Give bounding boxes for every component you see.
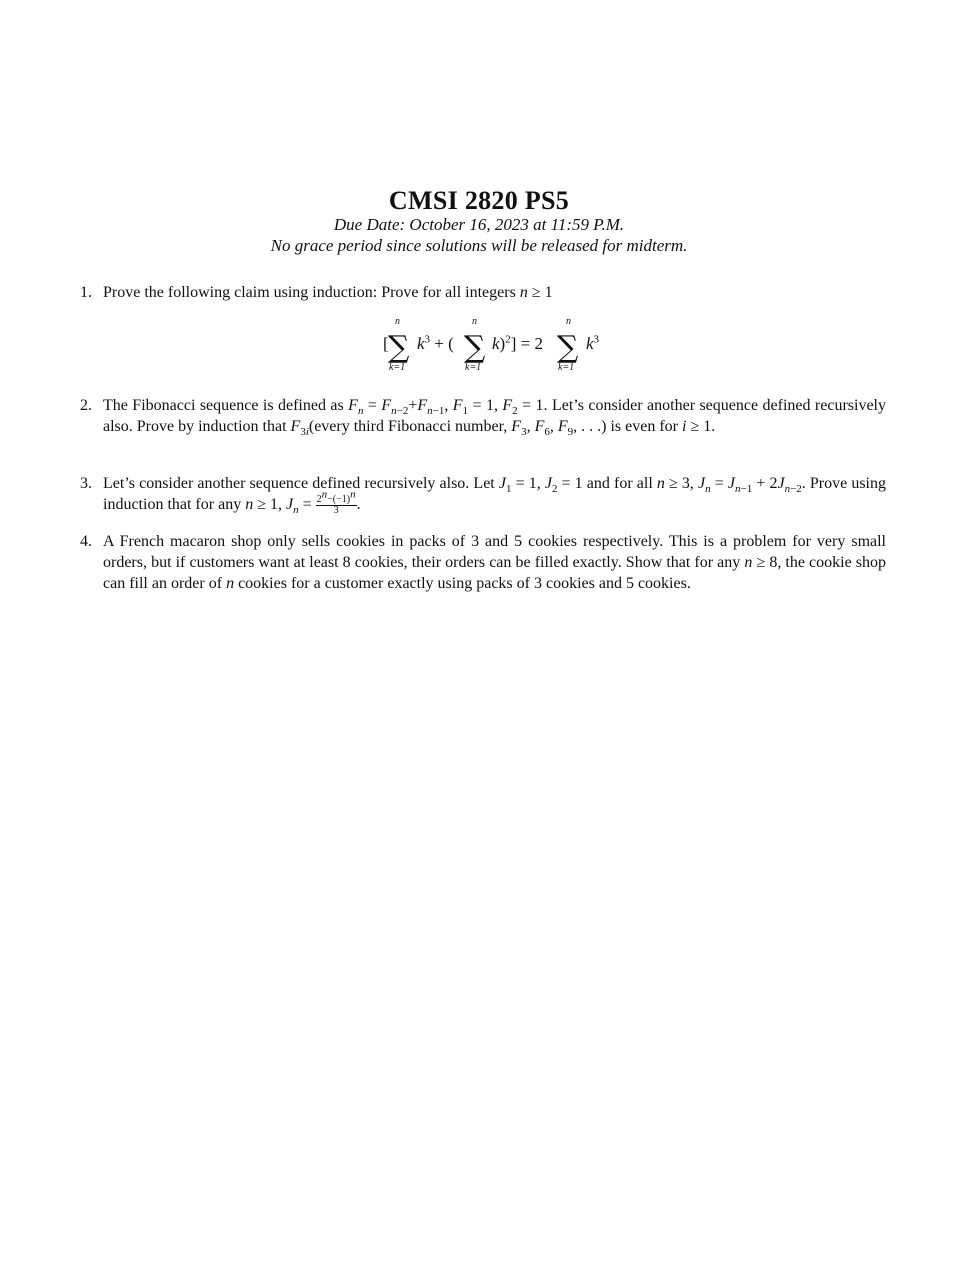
problem-3-text: Let’s consider another sequence defined recursively also. Let $J_1 = 1$, $J_2 = 1$ and for all n ≥ 3, $J_n = J_{n-1} + 2J_{n-2}$. Prove using induction that for any n ≥ 1, $J_n = 2^n-(-1)^n$ 3 .: [103, 475, 887, 517]
grace-note: No grace period since solutions will be released for midterm.: [270, 236, 688, 255]
problem-2-text: The Fibonacci sequence is defined as $F_n = F_{n-2}+F_{n-1}$, $F_1 = 1$, $F_2 = 1$. Let’s consider another sequence defined recursively also. Prove by induction that $F_{3i}(every$ third Fibonacci number, $F_3$, $F_6$, $F_9$, . . .) is even for i ≥ 1.: [103, 397, 886, 439]
problem-3: [80, 473, 886, 519]
problem-number: 3.: [80, 475, 92, 492]
problem-1-text: Prove the following claim using induction: Prove for all integers n ≥ 1: [103, 284, 553, 301]
due-date: Due Date: October 16, 2023 at 11:59 P.M.: [333, 215, 625, 234]
problem-2: [80, 395, 886, 459]
problem-4-text: A French macaron shop only sells cookies in packs of 3 and 5 cookies respectively. This is a problem for very small orders, but if customers want at least 8 cookies, their orders can be filled exactly. Show that for any n ≥ 8, the cookie shop can fill an order of n cookies for a customer exactly using packs of 3 cookies and 5 cookies.: [103, 533, 887, 592]
problem-1-equation: [ n ∑ k=1 $k^3$ + ( n ∑ k=1 k)$^2$] = 2 n ∑ k=1 $k^3$: [383, 316, 600, 373]
problem-number: 4.: [80, 533, 92, 550]
problem-number: 1.: [80, 284, 92, 301]
problem-4: [80, 531, 886, 617]
problem-number: 2.: [80, 397, 92, 414]
page-title: CMSI 2820 PS5: [388, 186, 570, 215]
